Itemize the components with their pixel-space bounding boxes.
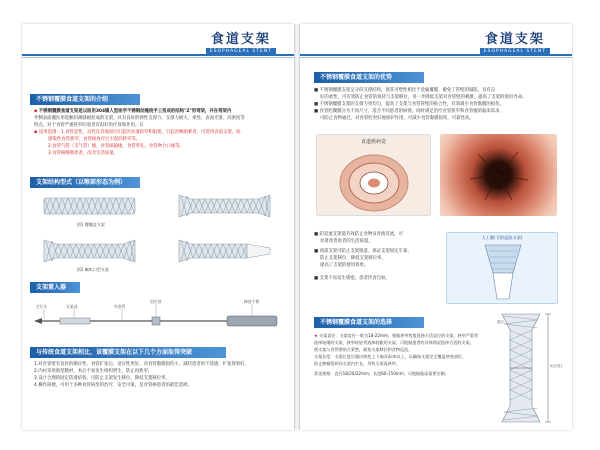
- label-outer-sheath: 外套管: [114, 304, 126, 309]
- figure-caption-1: 图1 覆膜直支架: [77, 222, 105, 227]
- label-stent-section: 支架部: [66, 304, 78, 309]
- brand-header-left: [206, 28, 276, 55]
- dim-label-end: 端口: [497, 320, 504, 324]
- selection-para-3: 常见规格：直径18/20/22mm，长度60-150mm，可根据临床需要定制。: [314, 371, 449, 376]
- header-rule-thin: [22, 57, 294, 58]
- advantage-para-3: 食管腔覆膜分为不同尺寸，适合不同患者的病情，同时满足治疗食管狭窄和食管瘘的临床需求，: [319, 109, 504, 114]
- dim-label-length: A(长度): [550, 364, 563, 368]
- selection-para-1: 支架直径：支架直径一般为18-22mm，根据狭窄程度选择合适直径的支架，狭窄严重者: [318, 333, 479, 338]
- advantages-bullets: ■ 防返流支架能有效防止食物及胃液反流，可 显著改善患者的生活质量。 ■ 颈部支架可防止支架脱落，保证支架固定牢靠， 防止支架移位，降低支架移位率， 提高了支架的使用效果。 ■ 支架不易发生堵塞，患者饮食自如。: [314, 231, 439, 282]
- brand-title: 食道支架: [210, 32, 271, 47]
- bullet-antireflux-b: 显著改善患者的生活质量。: [320, 239, 373, 244]
- intro-para-3: 特点，对于食管严重狭窄的患者有很好的疗效和作用。在: [34, 123, 144, 128]
- straight-stent-image: [42, 194, 137, 218]
- section-advantages-heading: 不锈钢覆膜食道支架的优势: [314, 72, 424, 83]
- section-intro-heading: 不锈钢覆膜食道支架的介绍: [30, 94, 140, 105]
- intro-para-2: 外侧表面覆医用硅酮切薄腈耐拒成的支架。具有良好的弹性支撑力、支撑力极大、柔性、表面光滑、高密度等: [34, 116, 245, 121]
- right-page: [300, 24, 572, 430]
- advantage-para-1b: 好的柔性，可有效防止食管的扭转与支架移位，进一步降低支架对食管壁的刺激，提高了支架的使用寿命。: [320, 95, 527, 100]
- bullet-neck-b: 防止支架移位，降低支架移位率，: [320, 256, 386, 261]
- compare-item-2: 2.内衬采用新型膜材，术后不易发生组织增生，防止再狭窄，: [34, 369, 153, 374]
- usage-item-3: 3.食管癌晚期患者，改善生活质量。: [48, 151, 119, 156]
- antireflux-valve-diagram: [446, 232, 558, 304]
- usage-item-1: 1.食管恶性、良性及其他原因引起的食道狭窄和阻塞，引起吞咽困难者，可选用食道支架，如：: [60, 130, 245, 135]
- antireflux-stent-image: [177, 239, 272, 263]
- section-placement-heading: 支架置入器: [30, 282, 80, 293]
- selection-para-1c: 使支架与食管壁贴合紧密，避免支架移位和食物反流。: [314, 347, 413, 352]
- intro-text: ◆ 不锈钢覆膜食道支架是以医用304镍人型医学不锈钢丝缠绕手工扭成的结构"Z"形弯架，并在弯架内 外侧表面覆医用硅酮切薄腈耐拒成的支架。具有良好的弹性支撑力、支撑力极大、柔性、表面光滑、高密度等 特点，对于食管严重狭窄的患者有很好的疗效和作用。在 ◆ 适用范围：1.食管恶性、良性及其他原因引起的食道狭窄和阻塞，引起吞咽困难者，可选用食道支架，如： 感染性食管狭窄，食管癌放疗后引起的狭窄等。 2.食管气管（支气管）瘘，食管纵隔瘘，食管穿孔，食管吻合口瘘等。 3.食管癌晚期患者，改善生活质量。: [34, 108, 284, 157]
- selection-para-2: 支架长度：支架长度应超出病变上下端各2cm以上，以确保支架完全覆盖病变部位，: [314, 354, 467, 359]
- bullet-neck-c: 提高了支架的使用效果。: [320, 263, 369, 268]
- selection-para-2b: 防止肿瘤组织向支架内生长，导致支架再狭窄。: [314, 361, 400, 366]
- section-compare-heading: 与传统食道支架相比，该覆膜支架在以下几个方面取得突破: [30, 347, 226, 358]
- compare-list: [34, 361, 289, 389]
- brand-subtitle: ESOPHAGEAL STENT: [206, 48, 276, 55]
- flared-stent-image-b: [42, 239, 137, 263]
- section-selection-heading: 不锈钢覆膜食道支架的选择: [314, 317, 424, 328]
- advantage-para-1: 不锈钢覆膜支架呈分段支撑结构，使其可塑性相比于金属覆膜，避免了管壁的塌陷，具有良: [319, 88, 496, 93]
- selection-text: ★ 支架直径：支架直径一般为18-22mm，根据狭窄程度选择合适直径的支架，狭窄严重者 选择较细的支架，狭窄较轻者选择较粗的支架。可根据患者的具体情况选择合适的支架， 使支架与食管壁贴合紧密，避免支架移位和食物反流。 支架长度：支架长度应超出病变上下端各2cm以上，以确保支架完全覆盖病变部位， 防止肿瘤组织向支架内生长，导致支架再狭窄。 常见规格：直径18/20/22mm，长度60-150mm，可根据临床需要定制。: [314, 332, 486, 377]
- valve-diagram-label: 人工瓣门(防返流支架): [481, 235, 523, 240]
- label-positioning-head: 定位头: [36, 304, 48, 309]
- label-release-handle: 释放手柄: [244, 299, 260, 304]
- advantages-text: ■ 不锈钢覆膜支架呈分段支撑结构，使其可塑性相比于金属覆膜，避免了管壁的塌陷，具有良 好的柔性，可有效防止食管的扭转与支架移位，进一步降低支架对食管壁的刺激，提高了支架的使用寿命。 ■ 不锈钢覆膜支架的支撑力更均匀，提高了支架与食管管壁的贴合性，有效减少食管黏膜的损伤。 ■ 食管腔覆膜分为不同尺寸，适合不同患者的病情，同时满足治疗食管狭窄和食管瘘的临床需求， 可防止食物通过，对食管腔更好地保护作用，可减少食管黏膜损伤，可靠性高。: [314, 87, 564, 122]
- brand-title-right: 食道支架: [484, 32, 545, 47]
- cross-section-label: 食道癌病变: [360, 139, 386, 145]
- compare-item-4: 4.操作简便，可用于多种食管病变的治疗，安全可靠，是食管癌患者的最佳选择。: [34, 383, 192, 388]
- bullet-neck: 颈部支架可防止支架脱落，保证支架固定牢靠，: [319, 249, 412, 254]
- bullet-antireflux: 防返流支架能有效防止食物及胃液反流，可: [319, 232, 403, 237]
- advantage-para-2: 不锈钢覆膜支架的支撑力更均匀，提高了支架与食管管壁的贴合性，有效减少食管黏膜的损伤。: [319, 102, 504, 107]
- intro-para-1: 不锈钢覆膜食道支架是以医用304镍人型医学不锈钢丝缠绕手工扭成的结构"Z"形弯架，并在弯架内: [38, 109, 232, 114]
- usage-label: 适用范围：: [38, 130, 61, 135]
- usage-item-2: 2.食管气管（支气管）瘘，食管纵隔瘘，食管穿孔，食管吻合口瘘等。: [48, 144, 184, 149]
- header-rule-thin-right: [300, 57, 572, 58]
- section-forms-heading: 支架结构型式（以喉部形态为例）: [30, 177, 140, 188]
- brand-subtitle-right: ESOPHAGEAL STENT: [480, 48, 550, 55]
- cross-section-illustration: [316, 134, 431, 216]
- stent-dimension-diagram: [492, 310, 567, 428]
- flared-stent-image-a: [177, 194, 272, 218]
- label-fixing-lock: 固定锁: [150, 299, 162, 304]
- figure-caption-2: 图2 喇叭口型支架: [77, 267, 109, 272]
- usage-item-1b: 感染性食管狭窄，食管癌放疗后引起的狭窄等。: [48, 137, 141, 142]
- compare-item-3: 3.设计合理的固定防滑结构，可防止支架发生移位，降低支架移位率，: [34, 376, 170, 381]
- bullet-blockage: 支架不易发生堵塞，患者饮食自如。: [319, 276, 390, 281]
- left-page: [22, 24, 294, 430]
- header-rule: [22, 54, 294, 56]
- advantage-para-3b: 可防止食物通过，对食管腔更好地保护作用，可减少食管黏膜损伤，可靠性高。: [320, 116, 474, 121]
- header-rule-right: [300, 54, 572, 56]
- brand-header-right: [480, 28, 550, 55]
- compare-item-1: 1.对食管壁有良好的顺应性，食管扩张后，适应性更好，对食管黏膜损伤小，减轻患者的不适感，扩张效果好，: [34, 362, 249, 367]
- endoscopic-photo: [440, 134, 557, 216]
- selection-para-1b: 选择较细的支架，狭窄较轻者选择较粗的支架。可根据患者的具体情况选择合适的支架，: [314, 340, 474, 345]
